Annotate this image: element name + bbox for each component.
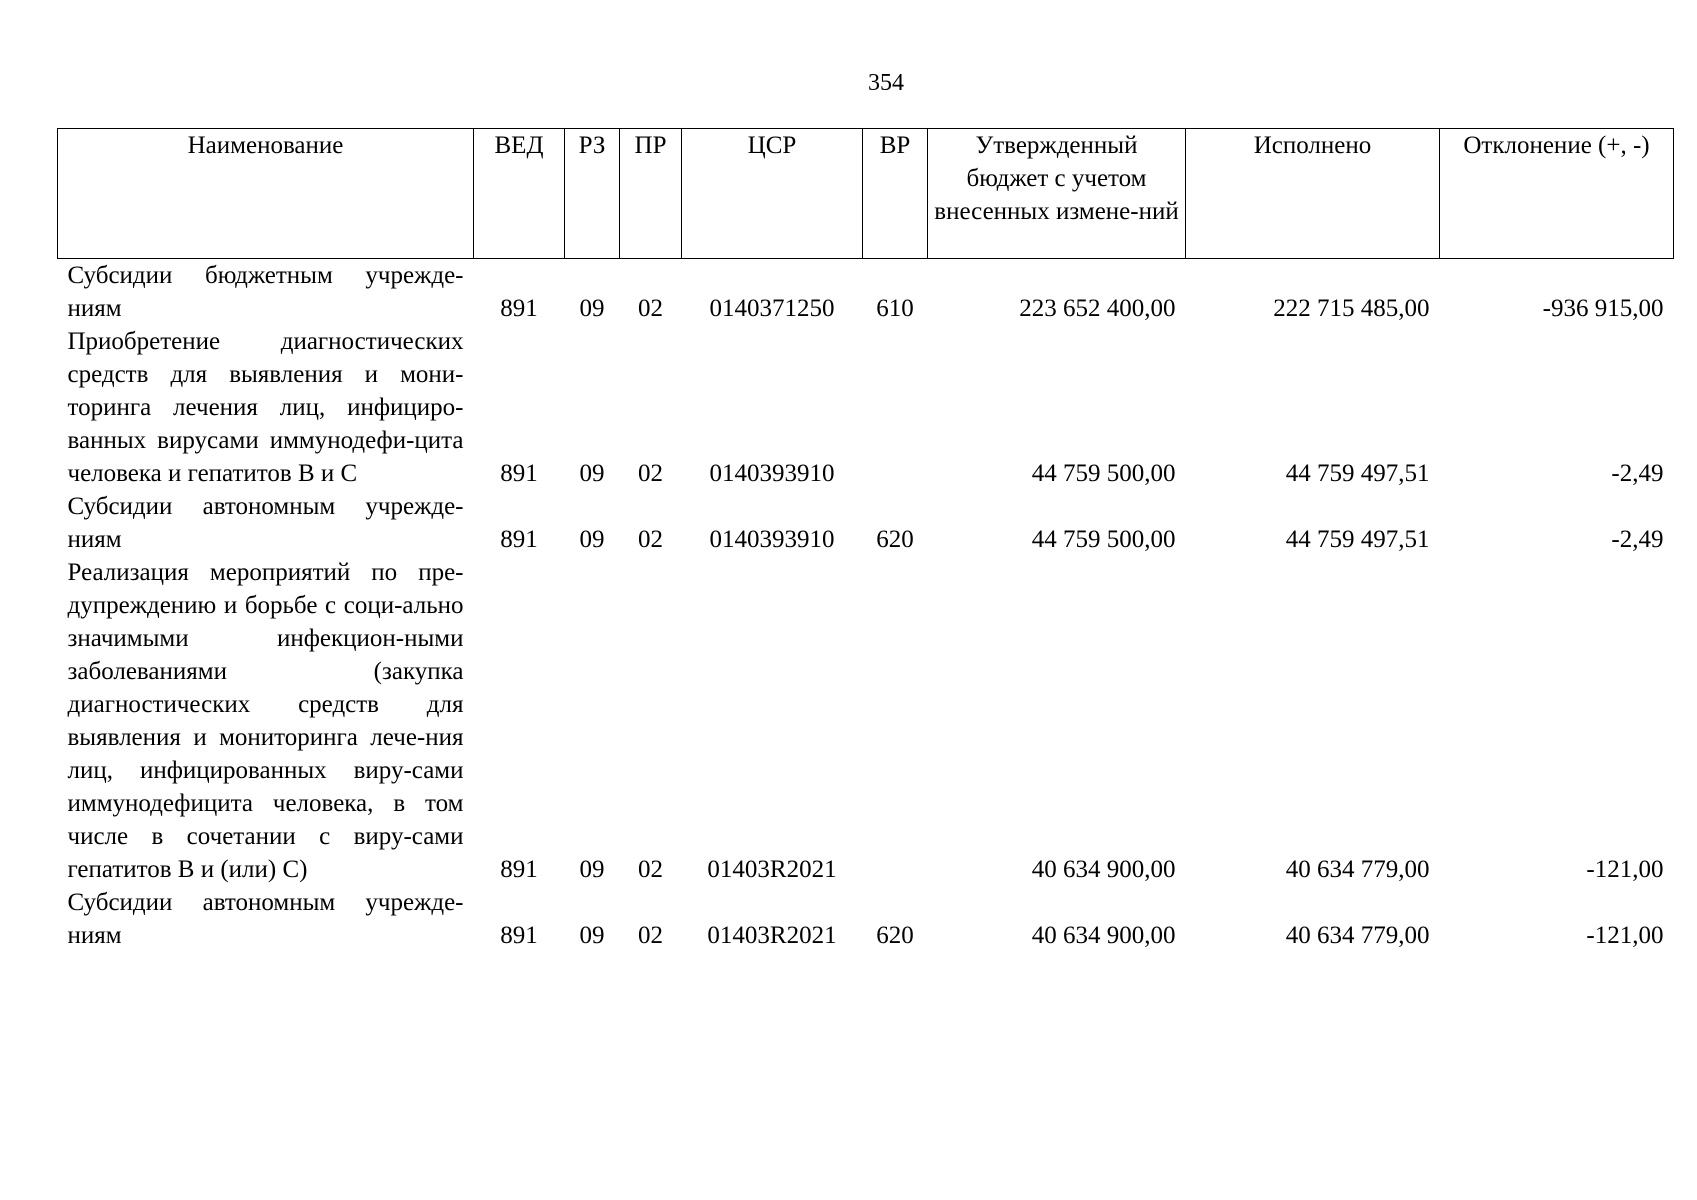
row-rz: 09 <box>579 922 605 949</box>
row-approved: 44 759 500,00 <box>1031 526 1176 553</box>
header-ved: ВЕД <box>474 129 565 259</box>
row-pr: 02 <box>638 460 663 487</box>
row-executed: 40 634 779,00 <box>1285 922 1430 949</box>
row-rz: 09 <box>579 856 605 883</box>
row-approved: 223 652 400,00 <box>1019 295 1176 322</box>
header-pr: ПР <box>620 129 682 259</box>
header-approved: Утвержденный бюджет с учетом внесенных измене-ний <box>928 129 1186 259</box>
header-executed: Исполнено <box>1186 129 1440 259</box>
header-name: Наименование <box>58 129 474 259</box>
row-ved: 891 <box>500 526 538 553</box>
row-vr <box>863 556 928 886</box>
row-rz: 09 <box>579 295 605 322</box>
row-vr: 620 <box>876 526 914 553</box>
row-vr <box>863 325 928 490</box>
row-csr: 01403R2021 <box>707 922 837 949</box>
row-pr: 02 <box>638 856 663 883</box>
row-vr: 610 <box>876 295 914 322</box>
row-csr: 01403R2021 <box>707 856 837 883</box>
row-name: Реализация мероприятий по пре-дупреждению и борьбе с соци-ально значимыми инфекцион-ными заболеваниями (закупка диагностических средств для выявления и мониторинга лече-ния лиц, инфицированных виру-сами иммунодефицита человека, в том числе в сочетании с виру-сами гепатитов B и (или) C) <box>67 559 464 883</box>
row-rz: 09 <box>579 526 605 553</box>
row-name: Приобретение диагностических средств для выявления и мони-торинга лечения лиц, инфициро-ванных вирусами иммунодефи-цита человека и гепатитов B и C <box>67 328 464 487</box>
row-csr: 0140393910 <box>709 526 835 553</box>
table-body <box>58 259 1674 953</box>
table-row <box>58 259 1674 326</box>
table-row <box>58 886 1674 952</box>
row-rz: 09 <box>579 460 605 487</box>
row-deviation: -2,49 <box>1611 460 1664 487</box>
table-row <box>58 490 1674 556</box>
table-row <box>58 556 1674 886</box>
row-executed: 44 759 497,51 <box>1285 460 1430 487</box>
row-executed: 40 634 779,00 <box>1285 856 1430 883</box>
row-executed: 44 759 497,51 <box>1285 526 1430 553</box>
table-row <box>58 325 1674 490</box>
row-csr: 0140393910 <box>709 460 835 487</box>
row-approved: 40 634 900,00 <box>1031 922 1176 949</box>
row-pr: 02 <box>638 295 663 322</box>
row-name: Субсидии автономным учрежде-ниям <box>67 493 464 553</box>
row-ved: 891 <box>500 460 538 487</box>
row-deviation: -936 915,00 <box>1542 295 1664 322</box>
row-approved: 44 759 500,00 <box>1031 460 1176 487</box>
row-deviation: -121,00 <box>1586 922 1664 949</box>
row-executed: 222 715 485,00 <box>1273 295 1430 322</box>
row-pr: 02 <box>638 526 663 553</box>
row-ved: 891 <box>500 295 538 322</box>
row-name: Субсидии автономным учрежде-ниям <box>67 889 464 949</box>
page-number: 354 <box>868 70 904 96</box>
row-deviation: -2,49 <box>1611 526 1664 553</box>
row-approved: 40 634 900,00 <box>1031 856 1176 883</box>
header-deviation: Отклонение (+, -) <box>1440 129 1674 259</box>
header-csr: ЦСР <box>682 129 863 259</box>
row-deviation: -121,00 <box>1586 856 1664 883</box>
header-rz: РЗ <box>565 129 620 259</box>
row-name: Субсидии бюджетным учрежде-ниям <box>67 262 464 322</box>
row-ved: 891 <box>500 922 538 949</box>
header-vr: ВР <box>863 129 928 259</box>
row-csr: 0140371250 <box>709 295 835 322</box>
row-pr: 02 <box>638 922 663 949</box>
table-header <box>58 129 1674 259</box>
budget-table <box>57 128 1674 952</box>
row-ved: 891 <box>500 856 538 883</box>
row-vr: 620 <box>876 922 914 949</box>
